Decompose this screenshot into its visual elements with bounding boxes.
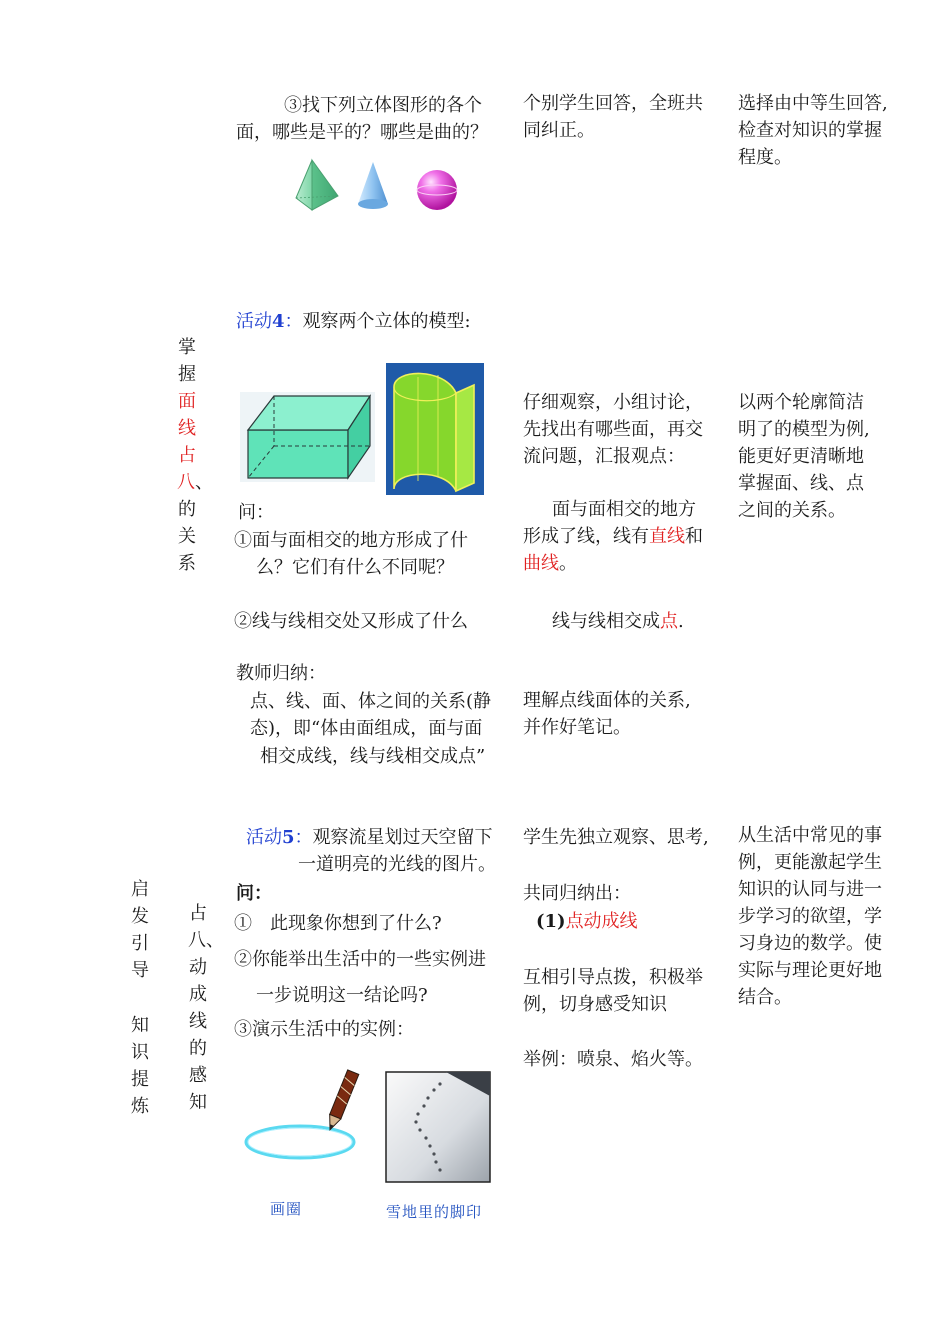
intent-3-line2: 例，更能激起学生 <box>738 852 882 873</box>
solids-figure <box>292 152 512 222</box>
intent-2-line1: 以两个轮廓简洁 <box>738 392 864 413</box>
activity5-line2: 一道明亮的光线的图片。 <box>298 854 496 875</box>
summary-line3: 相交成线，线与线相交成点” <box>260 746 486 767</box>
topic-label-2: 占八、动成线的感知 <box>188 903 224 1113</box>
intent-1-line2: 检查对知识的掌握 <box>738 120 882 141</box>
intent-3-line5: 习身边的数学。使 <box>738 933 882 954</box>
ask1-line2: 么？它们有什么不同呢？ <box>256 557 454 578</box>
intent-3-line3: 知识的认同与进一 <box>738 879 882 900</box>
student-2-line3: 流问题，汇报观点： <box>523 446 685 467</box>
student-9-line2: 例，切身感受知识 <box>523 994 667 1015</box>
caption-snow: 雪地里的脚印 <box>386 1203 483 1221</box>
snow-footprints-figure <box>386 1072 490 1182</box>
caption-circle: 画圈 <box>270 1200 303 1218</box>
intent-2-line5: 之间的关系。 <box>738 500 846 521</box>
intent-3-line4: 步学习的欲望，学 <box>738 906 882 927</box>
summary-line1: 点、线、面、体之间的关系(静 <box>250 691 492 712</box>
intent-3-line6: 实际与理论更好地 <box>738 960 882 981</box>
intent-2-line2: 明了的模型为例, <box>738 419 870 440</box>
intent-3-line1: 从生活中常见的事 <box>738 825 882 846</box>
drawing-circle-figure <box>244 1070 374 1180</box>
student-3-line3: 曲线。 <box>523 553 577 574</box>
intent-2-line3: 能更好更清晰地 <box>738 446 864 467</box>
ask-label: 问： <box>238 502 274 523</box>
pyramid-shape <box>296 160 338 210</box>
cuboid-figure <box>240 392 375 482</box>
q3-line2: 面，哪些是平的？哪些是曲的？ <box>236 122 488 143</box>
ask5-item2-line2: 一步说明这一结论吗? <box>256 985 428 1006</box>
ask5-item3: ③演示生活中的实例： <box>234 1019 414 1040</box>
student-2-line1: 仔细观察，小组讨论， <box>523 392 703 413</box>
pencil-icon <box>324 1070 358 1132</box>
student-10: 举例：喷泉、焰火等。 <box>523 1049 703 1070</box>
student-3-line2: 形成了线，线有直线和 <box>523 526 703 547</box>
ask1-line1: ①面与面相交的地方形成了什 <box>234 530 468 551</box>
activity4-title: 活动4：观察两个立体的模型: <box>236 311 471 332</box>
curved-surface-figure <box>386 363 484 495</box>
student-7: 共同归纳出： <box>523 883 631 904</box>
student-2-line2: 先找出有哪些面，再交 <box>523 419 703 440</box>
student-3-line1: 面与面相交的地方 <box>552 499 696 520</box>
ask5-label: 问： <box>236 883 272 904</box>
intent-3-line7: 结合。 <box>738 987 792 1008</box>
sphere-shape <box>417 170 457 210</box>
intent-2-line4: 掌握面、线、点 <box>738 473 864 494</box>
summary-line2: 态)，即“体由面组成，面与面 <box>250 718 483 739</box>
student-5-line1: 理解点线面体的关系, <box>523 690 691 711</box>
cone-shape <box>358 162 388 209</box>
stage-label: 启发引导 <box>131 879 149 981</box>
ask2: ②线与线相交处又形成了什么 <box>234 611 468 632</box>
ask5-item2-line1: ②你能举出生活中的一些实例进 <box>234 949 486 970</box>
student-1-line2: 同纠正。 <box>523 120 595 141</box>
stage-label-2: 知识提炼 <box>131 1015 149 1117</box>
summary-label: 教师归纳： <box>236 663 326 684</box>
student-6: 学生先独立观察、思考, <box>523 827 709 848</box>
student-1-line1: 个别学生回答，全班共 <box>523 93 703 114</box>
student-9-line1: 互相引导点拨，积极举 <box>523 967 703 988</box>
q3-line1: ③找下列立体图形的各个 <box>284 95 482 116</box>
intent-1-line3: 程度。 <box>738 147 792 168</box>
ask5-item1: ① 此现象你想到了什么? <box>234 913 442 934</box>
activity5-title: 活动5：观察流星划过天空留下 <box>246 827 493 848</box>
intent-1-line1: 选择由中等生回答, <box>738 93 888 114</box>
student-4: 线与线相交成点. <box>552 611 684 632</box>
topic-label-1: 掌握面线占八、的关系 <box>177 337 213 574</box>
student-8: (1)点动成线 <box>536 911 638 932</box>
student-5-line2: 并作好笔记。 <box>523 717 631 738</box>
